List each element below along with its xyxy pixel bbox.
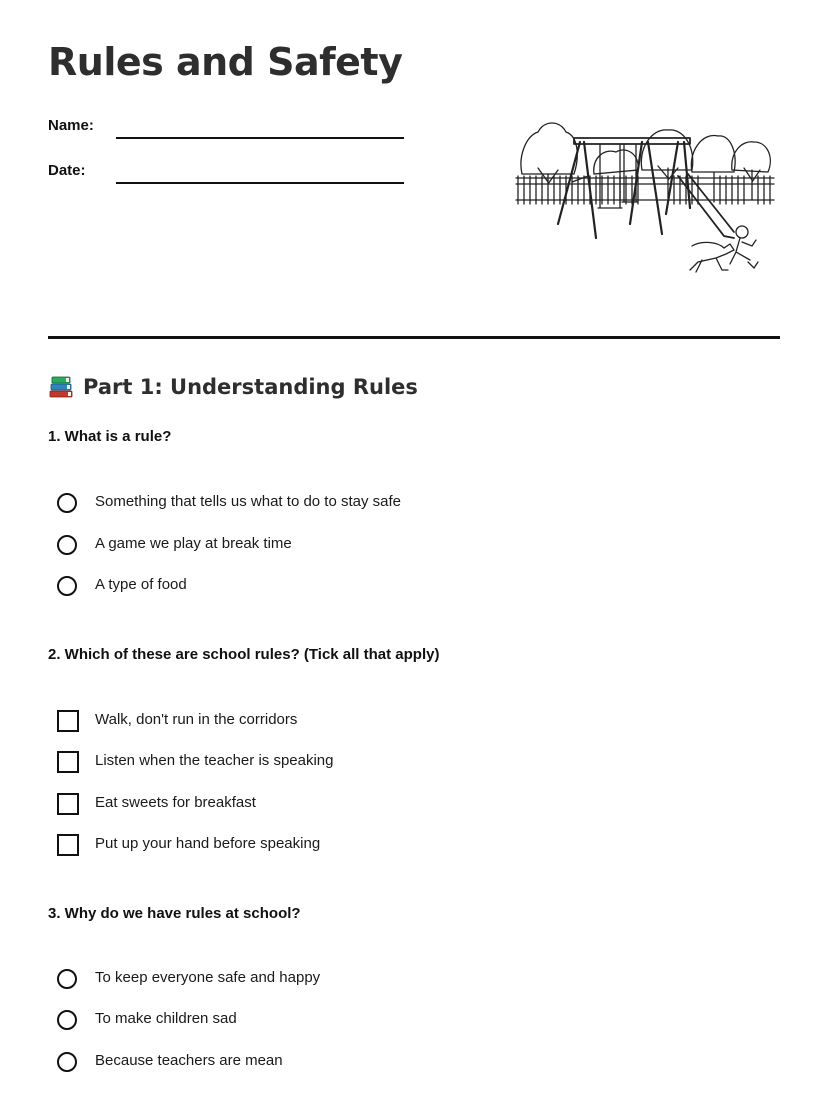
books-icon [48, 374, 74, 400]
q3-option-1[interactable] [57, 967, 321, 991]
name-label: Name: [48, 117, 94, 134]
q2-option-2[interactable] [57, 750, 334, 774]
section-divider [48, 336, 780, 339]
checkbox[interactable] [57, 710, 79, 732]
section-title [48, 374, 418, 400]
checkbox[interactable] [57, 751, 79, 773]
q3-option-2[interactable] [57, 1008, 237, 1032]
section-title-text: Part 1: Understanding Rules [83, 375, 418, 399]
checkbox[interactable] [57, 834, 79, 856]
option-label: Walk, don't run in the corridors [95, 711, 298, 728]
option-label: Eat sweets for breakfast [95, 794, 256, 811]
option-label: Put up your hand before speaking [95, 835, 321, 852]
q3-option-3[interactable] [57, 1050, 283, 1074]
checkbox[interactable] [57, 793, 79, 815]
option-label: Listen when the teacher is speaking [95, 752, 334, 769]
q1-option-1[interactable] [57, 491, 402, 515]
option-label: To make children sad [95, 1010, 237, 1027]
radio-button[interactable] [57, 535, 77, 555]
option-label: Because teachers are mean [95, 1052, 283, 1069]
radio-button[interactable] [57, 576, 77, 596]
radio-button[interactable] [57, 1052, 77, 1072]
date-answer-line[interactable] [116, 182, 404, 184]
q1-option-3[interactable] [57, 574, 187, 598]
option-label: A type of food [95, 576, 187, 593]
name-answer-line[interactable] [116, 137, 404, 139]
q2-option-1[interactable] [57, 709, 298, 733]
date-label: Date: [48, 162, 86, 179]
radio-button[interactable] [57, 1010, 77, 1030]
q1-option-2[interactable] [57, 533, 292, 557]
option-label: Something that tells us what to do to stay safe [95, 493, 402, 510]
page-title: Rules and Safety [48, 40, 403, 84]
option-label: To keep everyone safe and happy [95, 969, 321, 986]
q2-option-3[interactable] [57, 792, 256, 816]
radio-button[interactable] [57, 493, 77, 513]
question-1-text: 1. What is a rule? [48, 428, 172, 445]
question-2-text: 2. Which of these are school rules? (Tick all that apply) [48, 646, 440, 663]
question-3-text: 3. Why do we have rules at school? [48, 905, 301, 922]
playground-illustration [512, 112, 778, 280]
q2-option-4[interactable] [57, 833, 321, 857]
option-label: A game we play at break time [95, 535, 292, 552]
radio-button[interactable] [57, 969, 77, 989]
